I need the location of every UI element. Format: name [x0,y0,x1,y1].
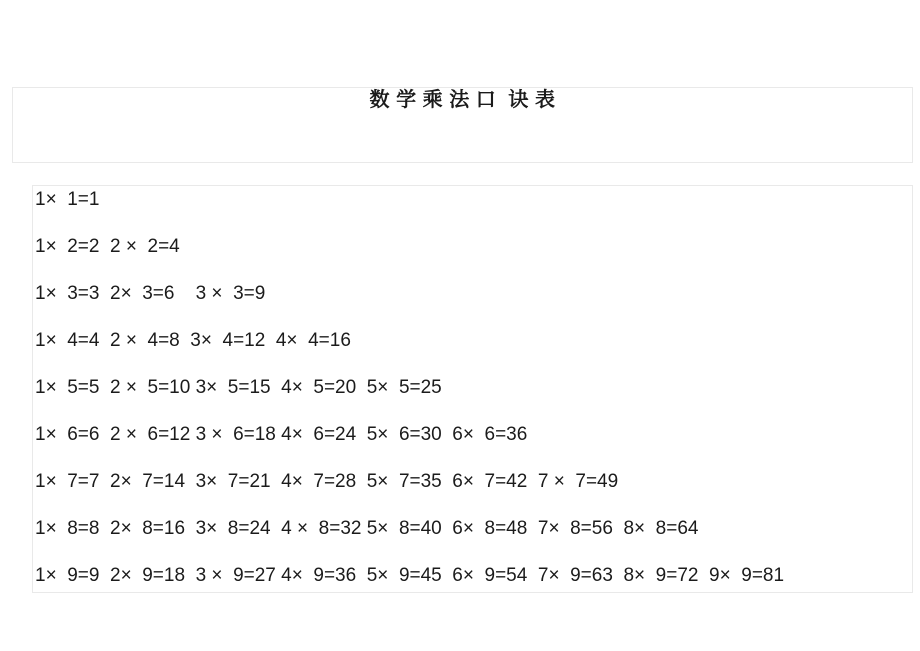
multiplication-row: 1× 3=3 2× 3=6 3 × 3=9 [35,283,266,304]
multiplication-row: 1× 2=2 2 × 2=4 [35,236,180,257]
multiplication-row: 1× 5=5 2 × 5=10 3× 5=15 4× 5=20 5× 5=25 [35,377,442,398]
multiplication-rows [33,176,912,599]
multiplication-row: 1× 4=4 2 × 4=8 3× 4=12 4× 4=16 [35,330,351,351]
multiplication-row: 1× 9=9 2× 9=18 3 × 9=27 4× 9=36 5× 9=45 6× 9=54 7× 9=63 8× 9=72 9× 9=81 [35,565,785,586]
multiplication-row: 1× 1=1 [35,189,100,210]
multiplication-row: 1× 6=6 2 × 6=12 3 × 6=18 4× 6=24 5× 6=30 6× 6=36 [35,424,528,445]
title-section [12,87,913,163]
multiplication-row: 1× 7=7 2× 7=14 3× 7=21 4× 7=28 5× 7=35 6× 7=42 7 × 7=49 [35,471,619,492]
document-title: 数 学 乘 法 口 诀 表 [369,89,556,111]
multiplication-row: 1× 8=8 2× 8=16 3× 8=24 4 × 8=32 5× 8=40 6× 8=48 7× 8=56 8× 8=64 [35,518,699,539]
multiplication-table [32,185,913,593]
